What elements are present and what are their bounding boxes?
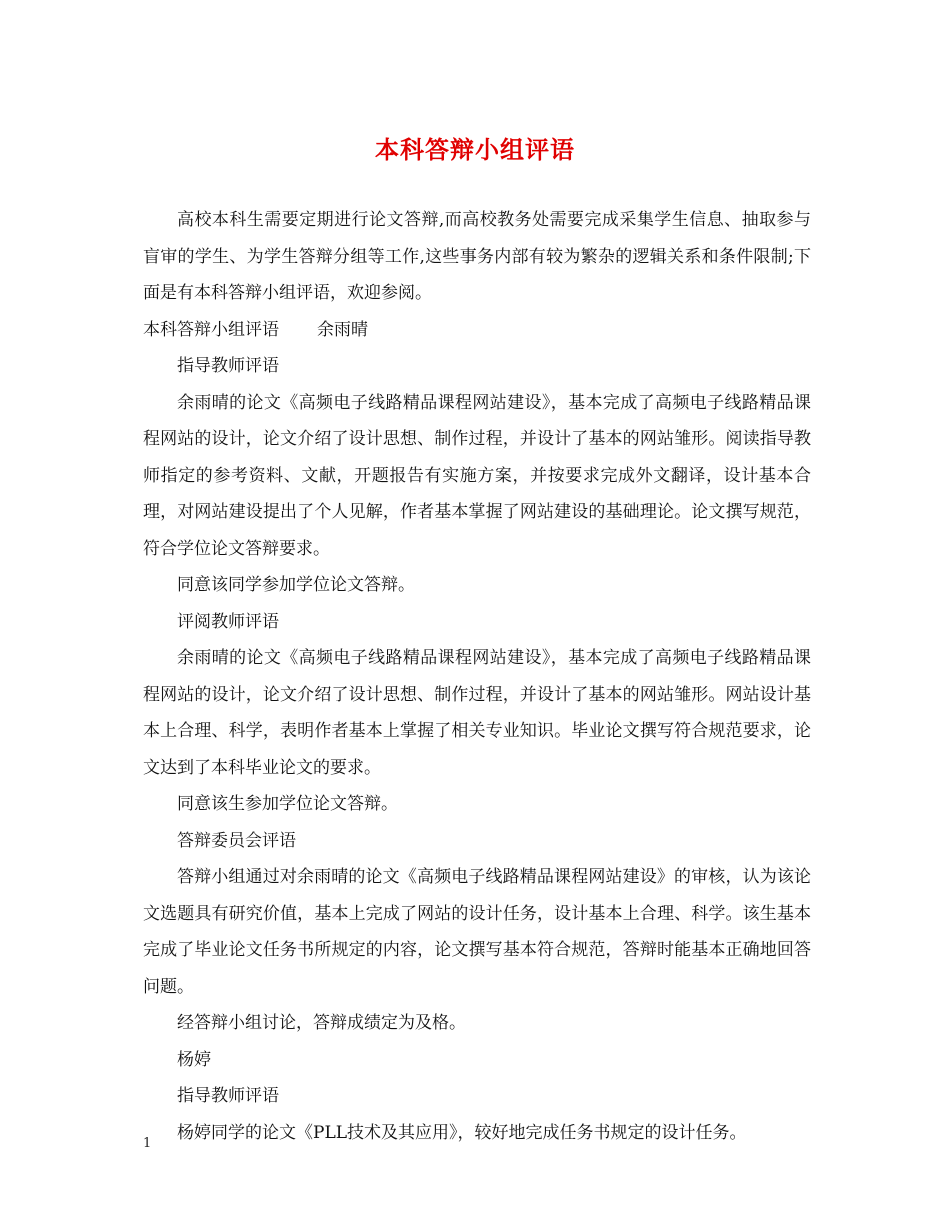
heading-committee: 答辩委员会评语 (177, 830, 296, 851)
heading-reviewer: 评阅教师评语 (177, 611, 279, 632)
document-body (143, 202, 811, 1151)
heading-advisor: 指导教师评语 (177, 356, 279, 376)
committee-conclusion: 经答辩小组讨论，答辩成绩定为及格。 (177, 1013, 466, 1033)
student-name: 余雨晴 (317, 319, 368, 340)
reviewer-comment: 余雨晴的论文《高频电子线路精品课程网站建设》，基本完成了高频电子线路精品课程网站的设计，论文介绍了设计思想、制作过程，并设计了基本的网站雏形。网站设计基本上合理、科学，表明作者基本上掌握了相关专业知识。毕业论文撰写符合规范要求，论文达到了本科毕业论文的要求。 (143, 648, 811, 778)
page-number: 1 (143, 1136, 152, 1151)
section-title: 本科答辩小组评语 (143, 319, 279, 340)
section-heading-line (143, 312, 811, 349)
intro-paragraph: 高校本科生需要定期进行论文答辩,而高校教务处需要完成采集学生信息、抽取参与盲审的学生、为学生答辩分组等工作,这些事务内部有较为繁杂的逻辑关系和条件限制;下面是有本科答辩小组评语，欢迎参阅。 (143, 210, 811, 303)
committee-comment: 答辩小组通过对余雨晴的论文《高频电子线路精品课程网站建设》的审核，认为该论文选题具有研究价值，基本上完成了网站的设计任务，设计基本上合理、科学。该生基本完成了毕业论文任务书所规定的内容，论文撰写基本符合规范，答辩时能基本正确地回答问题。 (143, 867, 811, 997)
advisor-conclusion: 同意该同学参加学位论文答辩。 (177, 575, 415, 595)
reviewer-conclusion: 同意该生参加学位论文答辩。 (177, 794, 398, 814)
advisor-comment: 余雨晴的论文《高频电子线路精品课程网站建设》，基本完成了高频电子线路精品课程网站的设计，论文介绍了设计思想、制作过程，并设计了基本的网站雏形。阅读指导教师指定的参考资料、文献，开题报告有实施方案，并按要求完成外文翻译，设计基本合理，对网站建设提出了个人见解，作者基本掌握了网站建设的基础理论。论文撰写规范，符合学位论文答辩要求。 (143, 392, 811, 559)
student-name-2: 杨婷 (177, 1049, 211, 1070)
heading-advisor-2: 指导教师评语 (177, 1086, 279, 1106)
document-title: 本科答辩小组评语 (375, 135, 575, 164)
advisor-comment-2: 杨婷同学的论文《PLL技术及其应用》，较好地完成任务书规定的设计任务。 (177, 1122, 747, 1143)
